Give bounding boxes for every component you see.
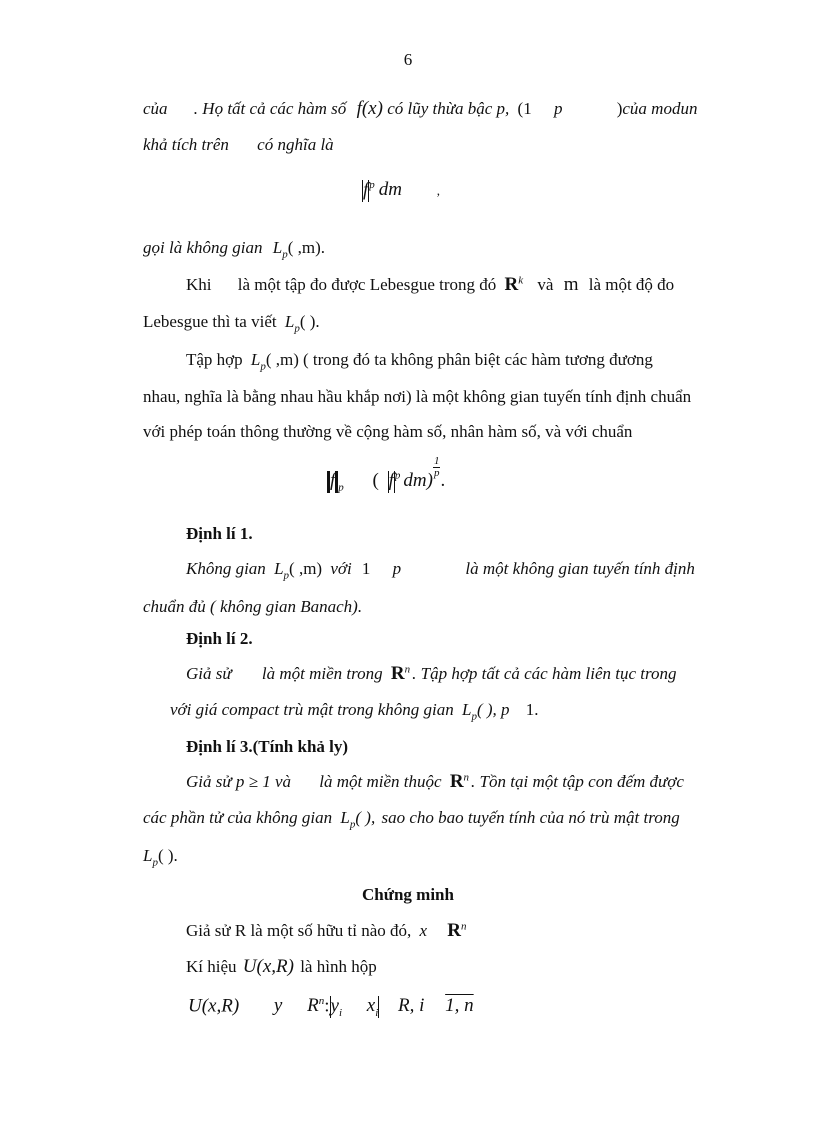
math-args: ( ,m): [289, 559, 323, 578]
fraction-denominator: p: [433, 467, 440, 479]
math-f: f: [388, 469, 394, 491]
text-segment: ( trong đó ta không phân biệt các hàm tương đương: [302, 350, 653, 369]
math-exponent: p: [394, 469, 401, 482]
paragraph-1-line-1: [186, 275, 674, 295]
math-exponent: p: [369, 179, 375, 192]
math-superscript: k: [518, 274, 524, 287]
text-segment: là một độ đo: [588, 275, 675, 294]
math-subscript: p: [260, 360, 266, 373]
text-segment: Lebesgue thì ta viết: [143, 312, 277, 331]
paragraph-2-line-1: [186, 350, 653, 373]
text-line-3: [143, 238, 325, 261]
text-segment: gọi là không gian: [143, 238, 263, 257]
text-segment: là hình hộp: [300, 957, 377, 976]
text-segment: Không gian: [186, 559, 266, 578]
math-dm: dm): [403, 469, 433, 491]
theorem-3-line-3: [143, 846, 178, 869]
proof-title: Chứng minh: [362, 885, 454, 904]
math-fx: f(x): [356, 98, 383, 119]
word: Khi: [186, 275, 212, 294]
math-subscript: p: [338, 481, 344, 494]
math-subscript: p: [152, 856, 158, 869]
text-segment: . Tập hợp tất cả các hàm liên tục trong: [412, 664, 677, 683]
math-args: ( ).: [299, 312, 320, 331]
math-L: L: [274, 559, 284, 578]
abs-bar: [378, 996, 379, 1018]
math-f: f: [330, 469, 336, 491]
math-subscript: p: [282, 248, 288, 261]
math-fraction: [433, 456, 441, 479]
proof-line-1: [186, 921, 467, 941]
punctuation: :: [324, 995, 330, 1017]
math-R: R: [307, 995, 319, 1017]
math-args: ( ,m).: [287, 238, 325, 257]
theorem-2-line-2: [170, 700, 539, 723]
theorem-3-title: Định lí 3.(Tính khả ly): [186, 737, 349, 756]
math-U: U(x,R): [242, 956, 294, 977]
math-args: ( ), p: [476, 700, 510, 719]
theorem-2-title: Định lí 2.: [186, 629, 253, 648]
math-superscript: n: [318, 995, 325, 1008]
text-segment: là một miền thuộc: [319, 772, 442, 791]
math-superscript: n: [461, 920, 467, 933]
math-superscript: n: [404, 663, 411, 676]
math-p: p: [553, 99, 563, 118]
fraction-numerator: 1: [433, 455, 440, 467]
math-R: R: [504, 274, 519, 295]
math-dm: dm: [378, 179, 403, 201]
punctuation: .: [440, 469, 446, 491]
theorem-1-title: Định lí 1.: [186, 524, 253, 543]
math-one: 1: [361, 559, 371, 578]
proof-line-2: [186, 957, 377, 977]
math-paren: (1: [517, 99, 532, 118]
text-line-1: [143, 99, 697, 119]
math-subscript: i: [375, 1007, 379, 1020]
math-R: R: [447, 920, 462, 941]
theorem-1-line-1: [186, 559, 695, 582]
text-segment: có nghĩa là: [257, 135, 334, 154]
page-number: 6: [403, 50, 413, 69]
word: với: [330, 559, 352, 578]
theorem-3-line-1: [186, 772, 684, 792]
math-args: ( ,m): [265, 350, 299, 369]
math-R-i: R, i: [398, 995, 425, 1017]
text-segment: là một miền trong: [261, 664, 383, 683]
word: và: [537, 275, 554, 294]
word: của: [143, 99, 168, 118]
math-range: 1, n: [445, 995, 474, 1017]
text-segment: sao cho bao tuyến tính của nó trù mật trong: [381, 808, 680, 827]
math-x: x: [366, 995, 376, 1017]
proof-line-3-formula: [188, 996, 474, 1018]
math-superscript: n: [463, 771, 470, 784]
text-segment: các phần tử của không gian: [143, 808, 333, 827]
math-subscript: i: [338, 1007, 342, 1020]
text-segment: . Họ tất cả các hàm số: [193, 99, 347, 118]
text-segment: Giả sử: [186, 664, 232, 683]
text-segment: là một tập đo được Lebesgue trong đó: [237, 275, 497, 294]
paragraph-2-line-3: với phép toán thông thường về cộng hàm số, nhân hàm số, và với chuẩn: [143, 422, 633, 441]
text-segment: . Tồn tại một tập con đếm được: [471, 772, 684, 791]
punctuation: ,: [436, 183, 441, 199]
text-segment: Kí hiệu: [186, 957, 237, 976]
text-line-2: [143, 135, 334, 155]
math-paren: ): [616, 99, 623, 118]
math-args: ( ).: [157, 846, 178, 865]
paragraph-1-line-2: [143, 312, 320, 335]
math-m: m: [563, 274, 579, 295]
text-segment: Giả sử R là một số hữu tỉ nào đó,: [186, 921, 412, 940]
math-L: L: [461, 700, 472, 719]
math-one: 1.: [525, 700, 539, 719]
theorem-2-line-1: [186, 664, 676, 684]
math-f: f: [363, 179, 369, 201]
text-segment: là một không gian tuyến tính định: [465, 559, 695, 578]
text-segment: khả tích trên: [143, 135, 229, 154]
math-L: L: [143, 846, 153, 865]
text-segment: có lũy thừa bậc p,: [387, 99, 510, 118]
text-segment: Giả sử p ≥ 1 và: [186, 772, 292, 791]
theorem-1-line-2: chuẩn đủ ( không gian Banach).: [143, 597, 363, 616]
math-L: L: [250, 350, 261, 369]
math-args: ( ),: [355, 808, 376, 827]
math-L: L: [284, 312, 295, 331]
math-x: x: [419, 921, 428, 940]
math-p: p: [392, 559, 402, 578]
math-subscript: p: [471, 710, 477, 723]
math-R: R: [390, 663, 405, 684]
theorem-3-line-2: [143, 808, 680, 831]
paragraph-2-line-2: nhau, nghĩa là bằng nhau hầu khắp nơi) là một không gian tuyến tính định chuẩn: [143, 387, 692, 406]
formula-norm: [327, 455, 446, 494]
math-subscript: p: [349, 818, 356, 831]
math-L: L: [340, 808, 350, 827]
math-R: R: [449, 771, 464, 792]
text-segment: của modun: [622, 99, 698, 118]
math-y: y: [273, 995, 283, 1017]
math-L: L: [272, 238, 283, 257]
math-paren: (: [372, 469, 379, 491]
text-segment: với giá compact trù mật trong không gian: [170, 700, 454, 719]
formula-integral: [362, 180, 440, 202]
math-y: y: [330, 995, 339, 1017]
math-subscript: p: [283, 569, 290, 582]
text-segment: Tập hợp: [186, 350, 243, 369]
math-subscript: p: [294, 322, 300, 335]
math-U: U(x,R): [188, 995, 240, 1017]
